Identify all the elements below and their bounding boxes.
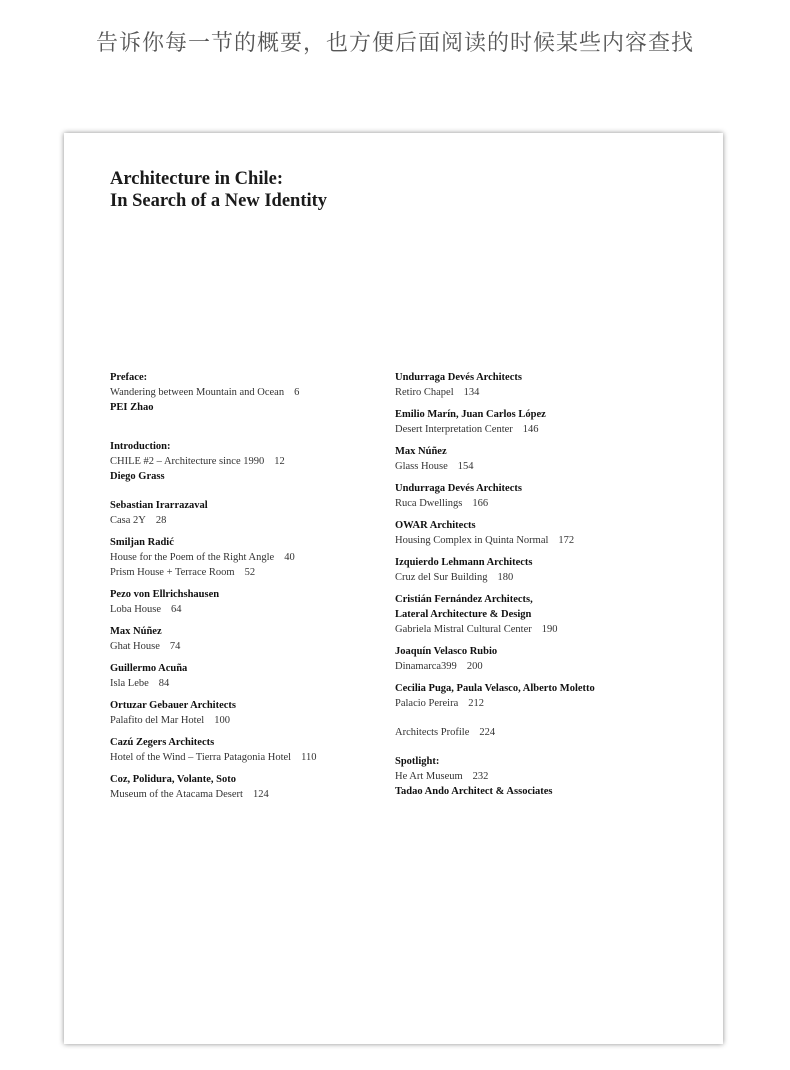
right-entry-list [395,370,695,711]
entry-project-title: Glass House [395,461,448,472]
preface-heading: Preface: [110,372,148,383]
profile-title: Architects Profile [395,727,470,738]
entry-page-number: 64 [171,604,182,615]
document-page [64,133,723,1044]
entry-page-number: 172 [558,535,575,546]
toc-architects-profile [395,725,695,740]
profile-page: 224 [479,727,496,738]
toc-entry [395,407,695,437]
document-title [110,168,327,212]
entry-project-title: Prism House + Terrace Room [110,567,235,578]
entry-page-number: 154 [457,461,474,472]
toc-entry [110,772,380,802]
entry-project-row [395,696,695,711]
left-entry-list [110,498,380,802]
toc-entry [110,498,380,528]
entry-architect: Izquierdo Lehmann Architects [395,557,533,568]
toc-entry [395,518,695,548]
spotlight-title: He Art Museum [395,771,463,782]
toc-right-column [395,370,695,799]
entry-architect: Max Núñez [110,626,162,637]
entry-page-number: 100 [214,715,230,726]
spotlight-heading: Spotlight: [395,756,440,767]
toc-entry [395,481,695,511]
toc-introduction [110,439,380,484]
entry-project-row [110,787,380,802]
entry-project-row [110,750,380,765]
entry-project-title: Palacio Pereira [395,698,459,709]
entry-project-title: Ghat House [110,641,160,652]
entry-project-row [110,565,380,580]
preface-page: 6 [294,387,300,398]
toc-preface [110,370,380,415]
entry-page-number: 134 [463,387,480,398]
entry-architect: Pezo von Ellrichshausen [110,589,220,600]
entry-architect: Ortuzar Gebauer Architects [110,700,236,711]
entry-project-row [110,713,380,728]
entry-project-title: Palafito del Mar Hotel [110,715,205,726]
entry-page-number: 110 [301,752,317,763]
entry-project-title: House for the Poem of the Right Angle [110,552,275,563]
toc-entry [395,644,695,674]
intro-heading: Introduction: [110,441,171,452]
entry-architect: Smiljan Radić [110,537,174,548]
toc-entry [395,555,695,585]
entry-project-title: Desert Interpretation Center [395,424,513,435]
entry-page-number: 180 [497,572,514,583]
toc-entry [395,444,695,474]
entry-architect: Sebastian Irarrazaval [110,500,208,511]
preface-title: Wandering between Mountain and Ocean [110,387,285,398]
entry-architect: Undurraga Devés Architects [395,483,522,494]
entry-project-row [395,622,695,637]
entry-page-number: 124 [252,789,269,800]
toc-entry [110,661,380,691]
intro-author: Diego Grass [110,471,165,482]
entry-page-number: 40 [284,552,295,563]
preface-author: PEI Zhao [110,402,154,413]
entry-project-row [395,533,695,548]
entry-architect: Coz, Polidura, Volante, Soto [110,774,237,785]
toc-left-column [110,370,380,802]
entry-project-row [395,459,695,474]
entry-page-number: 190 [541,624,558,635]
toc-entry [110,698,380,728]
entry-page-number: 84 [158,678,170,689]
entry-project-row [395,422,695,437]
entry-architect: Max Núñez [395,446,447,457]
entry-project-title: Gabriela Mistral Cultural Center [395,624,532,635]
entry-project-row [110,550,380,565]
banner-caption: 告诉你每一节的概要，也方便后面阅读的时候某些内容查找 [95,31,694,56]
entry-architect: Emilio Marín, Juan Carlos López [395,409,546,420]
entry-page-number: 212 [468,698,485,709]
entry-page-number: 146 [522,424,539,435]
entry-project-row [110,513,380,528]
toc-entry [110,587,380,617]
title-line-2: In Search of a New Identity [110,191,328,211]
toc-entry [110,735,380,765]
entry-page-number: 74 [169,641,181,652]
toc-spotlight [395,754,695,799]
entry-project-title: Loba House [110,604,162,615]
entry-project-row [110,602,380,617]
title-line-1: Architecture in Chile: [110,169,283,189]
entry-project-title: Retiro Chapel [395,387,454,398]
entry-project-row [110,639,380,654]
entry-page-number: 28 [155,515,167,526]
entry-project-title: Cruz del Sur Building [395,572,488,583]
entry-project-row [395,496,695,511]
entry-page-number: 166 [472,498,489,509]
entry-project-row [395,385,695,400]
intro-page: 12 [274,456,285,467]
entry-architect: Undurraga Devés Architects [395,372,522,383]
entry-architect: Cristián Fernández Architects, [395,594,533,605]
entry-project-row [395,570,695,585]
entry-project-title: Housing Complex in Quinta Normal [395,535,549,546]
entry-project-row [110,676,380,691]
entry-architect: Cecilia Puga, Paula Velasco, Alberto Moletto [395,683,595,694]
spotlight-page: 232 [472,771,489,782]
entry-project-title: Isla Lebe [110,678,149,689]
entry-project-row [395,659,695,674]
entry-project-title: Casa 2Y [110,515,146,526]
entry-architect: Guillermo Acuña [110,663,188,674]
entry-architect: OWAR Architects [395,520,476,531]
spotlight-author: Tadao Ando Architect & Associates [395,786,553,797]
entry-project-title: Hotel of the Wind – Tierra Patagonia Hotel [110,752,292,763]
toc-entry [110,535,380,580]
entry-architect: Lateral Architecture & Design [395,609,532,620]
toc-entry [395,592,695,637]
entry-page-number: 52 [244,567,256,578]
entry-project-title: Museum of the Atacama Desert [110,789,243,800]
toc-entry [110,624,380,654]
entry-page-number: 200 [466,661,483,672]
entry-architect: Cazú Zegers Architects [110,737,215,748]
entry-project-title: Dinamarca399 [395,661,457,672]
entry-architect: Joaquín Velasco Rubio [395,646,498,657]
intro-title: CHILE #2 – Architecture since 1990 [110,456,265,467]
entry-project-title: Ruca Dwellings [395,498,463,509]
toc-entry [395,681,695,711]
toc-entry [395,370,695,400]
